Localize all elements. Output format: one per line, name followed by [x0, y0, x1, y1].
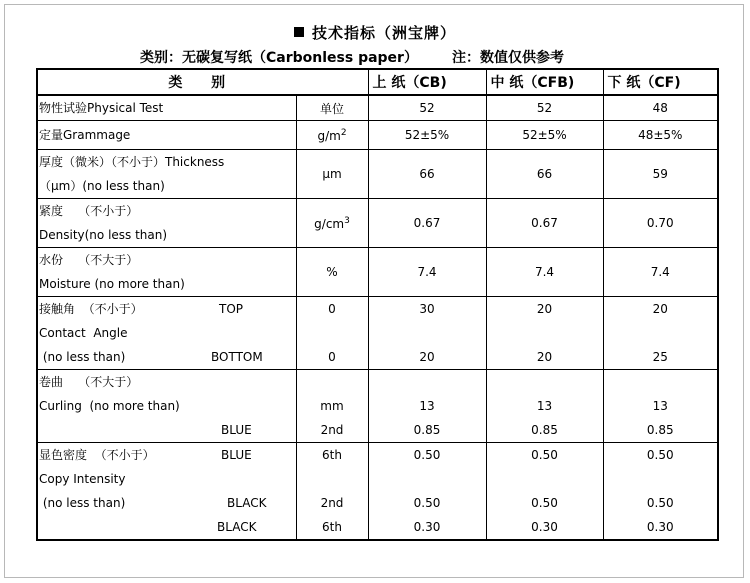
category-label: 类别：无碳复写纸（Carbonless paper）: [140, 50, 418, 66]
moisture-cf: 7.4: [603, 248, 718, 297]
grammage-unit: $g/m^2$: [296, 121, 368, 150]
table-header-row: [37, 69, 718, 95]
curling-cf: 13 0.85: [603, 370, 718, 443]
table-row: [37, 248, 718, 297]
density-cb: 0.67: [368, 199, 486, 248]
spec-table: [36, 68, 719, 541]
curling-cb: 13 0.85: [368, 370, 486, 443]
curling-unit: mm 2nd: [296, 370, 368, 443]
contact-angle-unit: 0 0: [296, 297, 368, 370]
physical-cf: 48: [603, 95, 718, 121]
table-row: [37, 443, 718, 541]
document-subtitle: [140, 47, 564, 67]
moisture-cb: 7.4: [368, 248, 486, 297]
copy-intensity-cb: 0.50 0.50 0.30: [368, 443, 486, 541]
density-cfb: 0.67: [486, 199, 603, 248]
thickness-cb: 66: [368, 150, 486, 199]
grammage-cf: 48±5%: [603, 121, 718, 150]
physical-test-label: 物性试验Physical Test: [37, 95, 296, 121]
grammage-label: 定量Grammage: [37, 121, 296, 150]
copy-intensity-cfb: 0.50 0.50 0.30: [486, 443, 603, 541]
moisture-cfb: 7.4: [486, 248, 603, 297]
copy-intensity-label: 显色密度 （不小于） BLUE Copy Intensity (no less than) BLACK BLACK: [37, 443, 296, 541]
moisture-unit: %: [296, 248, 368, 297]
contact-angle-cb: 30 20: [368, 297, 486, 370]
header-category: 类 别: [37, 69, 368, 95]
table-row: [37, 121, 718, 150]
thickness-cf: 59: [603, 150, 718, 199]
header-cf: 下 纸（CF): [603, 69, 718, 95]
header-cfb: 中 纸（CFB): [486, 69, 603, 95]
copy-intensity-cf: 0.50 0.50 0.30: [603, 443, 718, 541]
table-row: [37, 297, 718, 370]
physical-unit: 单位: [296, 95, 368, 121]
table-row: [37, 370, 718, 443]
header-cb: 上 纸（CB): [368, 69, 486, 95]
grammage-cfb: 52±5%: [486, 121, 603, 150]
grammage-cb: 52±5%: [368, 121, 486, 150]
curling-label: 卷曲 （不大于） Curling (no more than) BLUE: [37, 370, 296, 443]
density-label: 紧度 （不小于） Density(no less than): [37, 199, 296, 248]
table-row: [37, 95, 718, 121]
thickness-unit: μm: [296, 150, 368, 199]
thickness-label: 厚度（微米）（不小于）Thickness （μm）(no less than): [37, 150, 296, 199]
contact-angle-cfb: 20 20: [486, 297, 603, 370]
table-row: [37, 150, 718, 199]
table-row: [37, 199, 718, 248]
square-bullet-icon: [294, 27, 304, 37]
physical-cfb: 52: [486, 95, 603, 121]
curling-cfb: 13 0.85: [486, 370, 603, 443]
copy-intensity-unit: 6th 2nd 6th: [296, 443, 368, 541]
contact-angle-cf: 20 25: [603, 297, 718, 370]
density-unit: $g/cm^3$: [296, 199, 368, 248]
reference-note: 注：数值仅供参考: [451, 50, 564, 66]
physical-cb: 52: [368, 95, 486, 121]
contact-angle-label: 接触角 （不小于） TOP Contact Angle (no less than) BOTTOM: [37, 297, 296, 370]
document-title: 技术指标（洲宝牌）: [0, 22, 750, 43]
moisture-label: 水份 （不大于） Moisture (no more than): [37, 248, 296, 297]
density-cf: 0.70: [603, 199, 718, 248]
thickness-cfb: 66: [486, 150, 603, 199]
